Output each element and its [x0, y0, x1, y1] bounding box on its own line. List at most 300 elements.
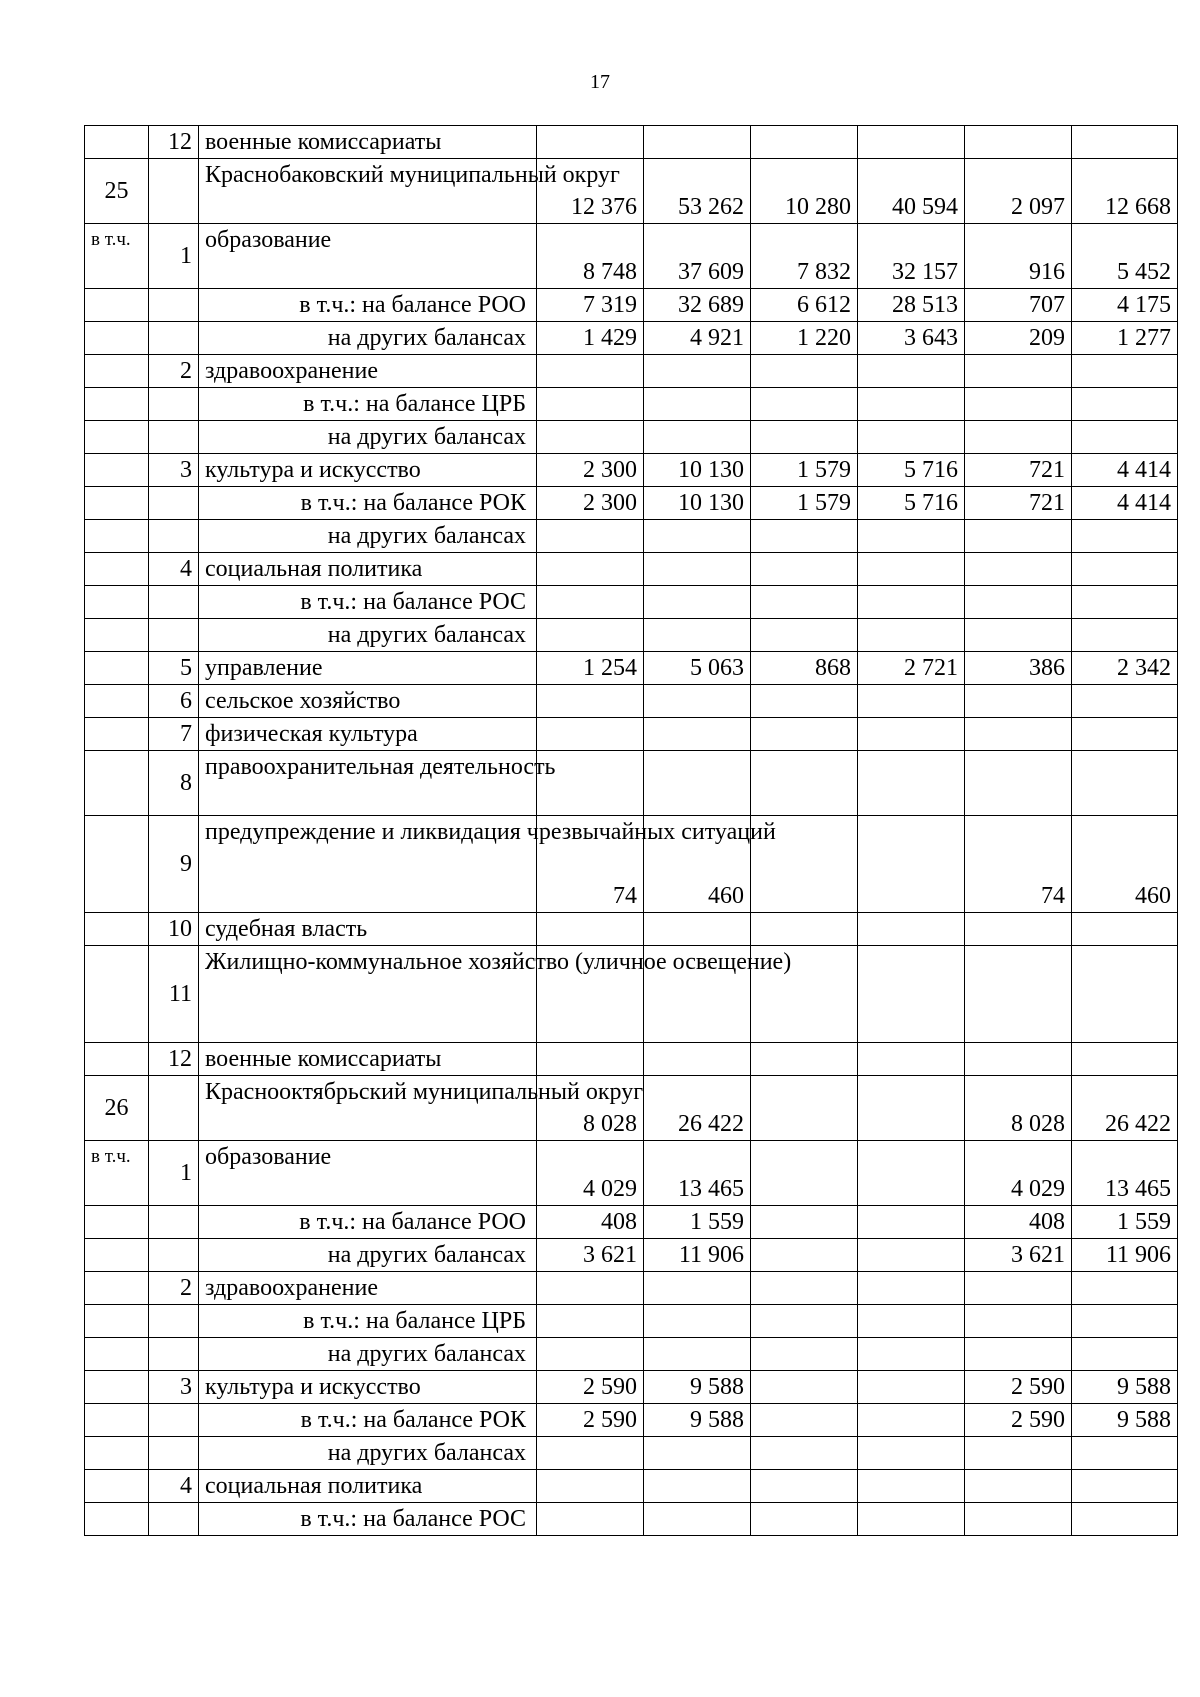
- table-row: [85, 322, 1178, 355]
- value-cell-5: [965, 1338, 1072, 1371]
- subitem-number-cell: [149, 159, 199, 224]
- table-row: [85, 1239, 1178, 1272]
- value-cell-5: 916: [965, 224, 1072, 289]
- value-cell-5: 2 590: [965, 1371, 1072, 1404]
- value-cell-2: [644, 421, 751, 454]
- category-name-cell: на других балансах: [199, 421, 537, 454]
- value-cell-1: 2 590: [537, 1404, 644, 1437]
- category-name-cell: Жилищно-коммунальное хозяйство (уличное освещение): [199, 946, 537, 1043]
- value-cell-3: [751, 126, 858, 159]
- value-cell-5: [965, 355, 1072, 388]
- value-cell-1: 8 028: [537, 1076, 644, 1141]
- value-cell-3: [751, 685, 858, 718]
- row-number-cell: [85, 553, 149, 586]
- category-name-cell: в т.ч.: на балансе РОС: [199, 586, 537, 619]
- row-number-cell: [85, 289, 149, 322]
- value-cell-5: [965, 553, 1072, 586]
- table-row: [85, 946, 1178, 1043]
- page-number: 17: [590, 71, 610, 93]
- value-cell-5: 721: [965, 487, 1072, 520]
- row-number-cell: [85, 355, 149, 388]
- value-cell-4: [858, 421, 965, 454]
- value-cell-4: [858, 1503, 965, 1536]
- value-cell-2: 13 465: [644, 1141, 751, 1206]
- value-cell-6: 11 906: [1072, 1239, 1178, 1272]
- value-cell-4: 5 716: [858, 454, 965, 487]
- table-row: [85, 1043, 1178, 1076]
- value-cell-5: [965, 946, 1072, 1043]
- subitem-number-cell: 12: [149, 126, 199, 159]
- row-number-cell: в т.ч.: [85, 224, 149, 289]
- value-cell-2: 10 130: [644, 454, 751, 487]
- value-cell-3: [751, 1371, 858, 1404]
- value-cell-4: [858, 1076, 965, 1141]
- subitem-number-cell: [149, 322, 199, 355]
- value-cell-6: 4 175: [1072, 289, 1178, 322]
- subitem-number-cell: 7: [149, 718, 199, 751]
- value-cell-4: [858, 1338, 965, 1371]
- value-cell-2: 10 130: [644, 487, 751, 520]
- subitem-number-cell: [149, 619, 199, 652]
- category-name-cell: культура и искусство: [199, 1371, 537, 1404]
- subitem-number-cell: [149, 1239, 199, 1272]
- value-cell-3: [751, 1141, 858, 1206]
- subitem-number-cell: [149, 1404, 199, 1437]
- value-cell-2: 4 921: [644, 322, 751, 355]
- value-cell-1: 1 429: [537, 322, 644, 355]
- value-cell-1: [537, 1503, 644, 1536]
- value-cell-3: [751, 421, 858, 454]
- subitem-number-cell: 2: [149, 1272, 199, 1305]
- value-cell-5: [965, 718, 1072, 751]
- category-name-cell: в т.ч.: на балансе РОО: [199, 289, 537, 322]
- row-number-cell: [85, 586, 149, 619]
- value-cell-2: 5 063: [644, 652, 751, 685]
- value-cell-3: 7 832: [751, 224, 858, 289]
- value-cell-6: [1072, 126, 1178, 159]
- table-row: [85, 159, 1178, 224]
- value-cell-2: [644, 718, 751, 751]
- value-cell-4: [858, 355, 965, 388]
- value-cell-4: [858, 1371, 965, 1404]
- row-number-cell: [85, 1239, 149, 1272]
- value-cell-6: [1072, 1272, 1178, 1305]
- value-cell-4: [858, 388, 965, 421]
- table-row: [85, 586, 1178, 619]
- row-number-cell: [85, 388, 149, 421]
- value-cell-6: [1072, 388, 1178, 421]
- category-name-cell: на других балансах: [199, 322, 537, 355]
- value-cell-4: 3 643: [858, 322, 965, 355]
- row-number-cell: [85, 322, 149, 355]
- value-cell-2: [644, 1338, 751, 1371]
- value-cell-1: 1 254: [537, 652, 644, 685]
- value-cell-3: [751, 1239, 858, 1272]
- value-cell-3: [751, 718, 858, 751]
- row-number-cell: [85, 454, 149, 487]
- value-cell-6: 13 465: [1072, 1141, 1178, 1206]
- value-cell-4: 2 721: [858, 652, 965, 685]
- row-number-cell: [85, 1043, 149, 1076]
- category-name-cell: в т.ч.: на балансе ЦРБ: [199, 388, 537, 421]
- value-cell-1: [537, 1470, 644, 1503]
- value-cell-5: 408: [965, 1206, 1072, 1239]
- subitem-number-cell: 4: [149, 553, 199, 586]
- value-cell-1: [537, 718, 644, 751]
- row-number-cell: [85, 619, 149, 652]
- category-name-cell: судебная власть: [199, 913, 537, 946]
- value-cell-3: [751, 1503, 858, 1536]
- value-cell-4: 28 513: [858, 289, 965, 322]
- value-cell-6: [1072, 751, 1178, 816]
- row-number-cell: [85, 1470, 149, 1503]
- value-cell-6: [1072, 1437, 1178, 1470]
- table-row: [85, 1338, 1178, 1371]
- subitem-number-cell: [149, 388, 199, 421]
- category-name-cell: образование: [199, 1141, 537, 1206]
- value-cell-6: [1072, 586, 1178, 619]
- value-cell-1: 2 300: [537, 487, 644, 520]
- value-cell-1: 8 748: [537, 224, 644, 289]
- value-cell-5: 4 029: [965, 1141, 1072, 1206]
- value-cell-2: [644, 619, 751, 652]
- row-number-cell: [85, 1338, 149, 1371]
- table-row: [85, 421, 1178, 454]
- category-name-cell: Краснобаковский муниципальный округ: [199, 159, 537, 224]
- subitem-number-cell: 4: [149, 1470, 199, 1503]
- value-cell-2: [644, 1272, 751, 1305]
- value-cell-3: [751, 1404, 858, 1437]
- subitem-number-cell: 3: [149, 454, 199, 487]
- subitem-number-cell: [149, 520, 199, 553]
- row-number-cell: [85, 421, 149, 454]
- value-cell-4: [858, 913, 965, 946]
- table-row: [85, 1470, 1178, 1503]
- value-cell-2: [644, 388, 751, 421]
- value-cell-2: [644, 1470, 751, 1503]
- value-cell-6: 9 588: [1072, 1371, 1178, 1404]
- value-cell-4: [858, 1206, 965, 1239]
- subitem-number-cell: [149, 487, 199, 520]
- value-cell-1: [537, 685, 644, 718]
- value-cell-1: 408: [537, 1206, 644, 1239]
- value-cell-5: [965, 126, 1072, 159]
- value-cell-6: 1 277: [1072, 322, 1178, 355]
- value-cell-3: 1 220: [751, 322, 858, 355]
- value-cell-2: 9 588: [644, 1371, 751, 1404]
- row-number-cell: [85, 487, 149, 520]
- row-number-cell: [85, 1503, 149, 1536]
- value-cell-6: 9 588: [1072, 1404, 1178, 1437]
- row-number-cell: [85, 685, 149, 718]
- subitem-number-cell: 5: [149, 652, 199, 685]
- table-row: [85, 685, 1178, 718]
- table-row: [85, 1076, 1178, 1141]
- category-name-cell: военные комиссариаты: [199, 1043, 537, 1076]
- row-number-cell: в т.ч.: [85, 1141, 149, 1206]
- value-cell-2: [644, 685, 751, 718]
- value-cell-2: [644, 751, 751, 816]
- value-cell-1: [537, 1305, 644, 1338]
- category-name-cell: в т.ч.: на балансе РОС: [199, 1503, 537, 1536]
- value-cell-2: 53 262: [644, 159, 751, 224]
- row-number-cell: [85, 126, 149, 159]
- value-cell-6: [1072, 718, 1178, 751]
- value-cell-2: [644, 553, 751, 586]
- value-cell-2: [644, 355, 751, 388]
- value-cell-6: [1072, 1305, 1178, 1338]
- subitem-number-cell: 2: [149, 355, 199, 388]
- value-cell-2: [644, 1043, 751, 1076]
- category-name-cell: предупреждение и ликвидация чрезвычайных ситуаций: [199, 816, 537, 913]
- category-name-cell: физическая культура: [199, 718, 537, 751]
- row-number-cell: 26: [85, 1076, 149, 1141]
- value-cell-3: 1 579: [751, 454, 858, 487]
- value-cell-3: [751, 913, 858, 946]
- value-cell-3: [751, 355, 858, 388]
- table-row: [85, 289, 1178, 322]
- value-cell-1: [537, 553, 644, 586]
- value-cell-5: [965, 1043, 1072, 1076]
- value-cell-6: 2 342: [1072, 652, 1178, 685]
- value-cell-3: [751, 1206, 858, 1239]
- value-cell-3: [751, 1470, 858, 1503]
- value-cell-1: [537, 126, 644, 159]
- value-cell-5: [965, 520, 1072, 553]
- value-cell-4: [858, 946, 965, 1043]
- value-cell-6: [1072, 553, 1178, 586]
- value-cell-3: [751, 1043, 858, 1076]
- table-row: [85, 388, 1178, 421]
- value-cell-4: 32 157: [858, 224, 965, 289]
- value-cell-3: [751, 1305, 858, 1338]
- value-cell-3: 868: [751, 652, 858, 685]
- value-cell-4: [858, 126, 965, 159]
- value-cell-5: [965, 1437, 1072, 1470]
- category-name-cell: в т.ч.: на балансе РОК: [199, 487, 537, 520]
- value-cell-5: [965, 1272, 1072, 1305]
- subitem-number-cell: 6: [149, 685, 199, 718]
- value-cell-6: [1072, 1338, 1178, 1371]
- value-cell-4: 5 716: [858, 487, 965, 520]
- category-name-cell: Краснооктябрьский муниципальный округ: [199, 1076, 537, 1141]
- value-cell-1: [537, 1338, 644, 1371]
- value-cell-6: [1072, 1503, 1178, 1536]
- category-name-cell: на других балансах: [199, 1338, 537, 1371]
- value-cell-2: 32 689: [644, 289, 751, 322]
- table-row: [85, 816, 1178, 913]
- value-cell-6: 5 452: [1072, 224, 1178, 289]
- category-name-cell: правоохранительная деятельность: [199, 751, 537, 816]
- value-cell-4: 40 594: [858, 159, 965, 224]
- table-row: [85, 454, 1178, 487]
- value-cell-4: [858, 816, 965, 913]
- value-cell-3: 1 579: [751, 487, 858, 520]
- value-cell-4: [858, 1305, 965, 1338]
- value-cell-2: [644, 1305, 751, 1338]
- value-cell-5: 707: [965, 289, 1072, 322]
- value-cell-4: [858, 1470, 965, 1503]
- value-cell-6: 1 559: [1072, 1206, 1178, 1239]
- value-cell-5: [965, 1503, 1072, 1536]
- value-cell-1: 7 319: [537, 289, 644, 322]
- value-cell-3: [751, 751, 858, 816]
- value-cell-6: 26 422: [1072, 1076, 1178, 1141]
- value-cell-1: [537, 913, 644, 946]
- table-row: [85, 1404, 1178, 1437]
- value-cell-1: [537, 1437, 644, 1470]
- table-row: [85, 652, 1178, 685]
- value-cell-6: [1072, 520, 1178, 553]
- value-cell-2: 37 609: [644, 224, 751, 289]
- category-name-cell: сельское хозяйство: [199, 685, 537, 718]
- category-name-cell: на других балансах: [199, 520, 537, 553]
- value-cell-4: [858, 751, 965, 816]
- table-row: [85, 1206, 1178, 1239]
- value-cell-6: 4 414: [1072, 454, 1178, 487]
- category-name-cell: здравоохранение: [199, 1272, 537, 1305]
- value-cell-1: 4 029: [537, 1141, 644, 1206]
- value-cell-2: [644, 1503, 751, 1536]
- category-name-cell: в т.ч.: на балансе РОК: [199, 1404, 537, 1437]
- value-cell-6: [1072, 1470, 1178, 1503]
- category-name-cell: социальная политика: [199, 1470, 537, 1503]
- row-number-cell: [85, 913, 149, 946]
- subitem-number-cell: [149, 421, 199, 454]
- value-cell-2: [644, 586, 751, 619]
- value-cell-4: [858, 1239, 965, 1272]
- value-cell-2: [644, 126, 751, 159]
- row-number-cell: [85, 751, 149, 816]
- value-cell-1: 2 300: [537, 454, 644, 487]
- value-cell-4: [858, 1141, 965, 1206]
- value-cell-2: 1 559: [644, 1206, 751, 1239]
- row-number-cell: 25: [85, 159, 149, 224]
- value-cell-3: [751, 388, 858, 421]
- subitem-number-cell: 8: [149, 751, 199, 816]
- row-number-cell: [85, 520, 149, 553]
- value-cell-5: 209: [965, 322, 1072, 355]
- value-cell-1: [537, 520, 644, 553]
- value-cell-1: [537, 421, 644, 454]
- value-cell-5: 386: [965, 652, 1072, 685]
- value-cell-5: 2 590: [965, 1404, 1072, 1437]
- value-cell-3: [751, 553, 858, 586]
- value-cell-5: 3 621: [965, 1239, 1072, 1272]
- category-name-cell: управление: [199, 652, 537, 685]
- value-cell-2: [644, 1437, 751, 1470]
- subitem-number-cell: 9: [149, 816, 199, 913]
- value-cell-4: [858, 1404, 965, 1437]
- value-cell-4: [858, 1437, 965, 1470]
- value-cell-6: [1072, 913, 1178, 946]
- value-cell-5: 721: [965, 454, 1072, 487]
- table-row: [85, 619, 1178, 652]
- category-name-cell: на других балансах: [199, 1437, 537, 1470]
- category-name-cell: здравоохранение: [199, 355, 537, 388]
- value-cell-4: [858, 619, 965, 652]
- subitem-number-cell: 3: [149, 1371, 199, 1404]
- subitem-number-cell: [149, 289, 199, 322]
- table-row: [85, 913, 1178, 946]
- row-number-cell: [85, 652, 149, 685]
- subitem-number-cell: 11: [149, 946, 199, 1043]
- table-row: [85, 751, 1178, 816]
- value-cell-5: [965, 1305, 1072, 1338]
- value-cell-5: [965, 586, 1072, 619]
- value-cell-1: [537, 1272, 644, 1305]
- value-cell-1: [537, 1043, 644, 1076]
- value-cell-4: [858, 520, 965, 553]
- value-cell-5: 74: [965, 816, 1072, 913]
- value-cell-6: 12 668: [1072, 159, 1178, 224]
- value-cell-3: 6 612: [751, 289, 858, 322]
- subitem-number-cell: [149, 1503, 199, 1536]
- table-row: [85, 718, 1178, 751]
- table-row: [85, 1503, 1178, 1536]
- value-cell-2: [644, 913, 751, 946]
- row-number-cell: [85, 718, 149, 751]
- row-number-cell: [85, 1305, 149, 1338]
- table-row: [85, 553, 1178, 586]
- value-cell-5: [965, 388, 1072, 421]
- value-cell-5: [965, 421, 1072, 454]
- budget-table: [84, 125, 1178, 1536]
- value-cell-5: [965, 913, 1072, 946]
- value-cell-2: [644, 520, 751, 553]
- table-row: [85, 126, 1178, 159]
- value-cell-3: [751, 586, 858, 619]
- value-cell-5: 8 028: [965, 1076, 1072, 1141]
- row-number-cell: [85, 1437, 149, 1470]
- subitem-number-cell: 1: [149, 1141, 199, 1206]
- value-cell-1: 2 590: [537, 1371, 644, 1404]
- value-cell-4: [858, 586, 965, 619]
- subitem-number-cell: 10: [149, 913, 199, 946]
- value-cell-3: [751, 1076, 858, 1141]
- table-row: [85, 487, 1178, 520]
- value-cell-3: [751, 1272, 858, 1305]
- subitem-number-cell: [149, 586, 199, 619]
- value-cell-1: 74: [537, 816, 644, 913]
- category-name-cell: на других балансах: [199, 1239, 537, 1272]
- value-cell-2: 26 422: [644, 1076, 751, 1141]
- value-cell-6: [1072, 685, 1178, 718]
- value-cell-2: 11 906: [644, 1239, 751, 1272]
- value-cell-6: 4 414: [1072, 487, 1178, 520]
- subitem-number-cell: [149, 1305, 199, 1338]
- value-cell-1: [537, 355, 644, 388]
- table-body: [85, 126, 1178, 1536]
- value-cell-6: [1072, 619, 1178, 652]
- value-cell-4: [858, 1272, 965, 1305]
- subitem-number-cell: [149, 1076, 199, 1141]
- category-name-cell: на других балансах: [199, 619, 537, 652]
- category-name-cell: в т.ч.: на балансе ЦРБ: [199, 1305, 537, 1338]
- value-cell-5: [965, 1470, 1072, 1503]
- value-cell-5: [965, 619, 1072, 652]
- value-cell-1: [537, 619, 644, 652]
- value-cell-1: [537, 388, 644, 421]
- value-cell-6: [1072, 421, 1178, 454]
- category-name-cell: военные комиссариаты: [199, 126, 537, 159]
- subitem-number-cell: [149, 1437, 199, 1470]
- value-cell-6: [1072, 355, 1178, 388]
- subitem-number-cell: 1: [149, 224, 199, 289]
- value-cell-3: [751, 1338, 858, 1371]
- value-cell-4: [858, 685, 965, 718]
- value-cell-4: [858, 718, 965, 751]
